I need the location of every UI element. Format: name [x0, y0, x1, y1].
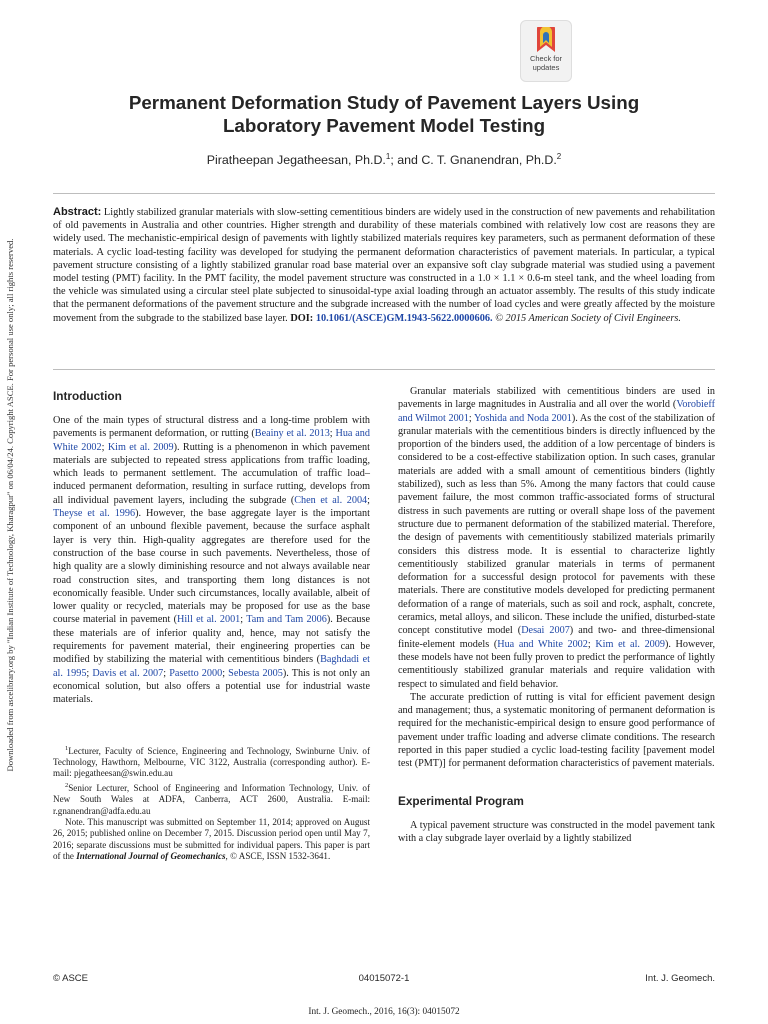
page-citation: Int. J. Geomech., 2016, 16(3): 04015072	[308, 1007, 460, 1017]
reference-link[interactable]: Yoshida and Noda 2001	[473, 412, 572, 424]
reference-link[interactable]: Desai 2007	[521, 625, 570, 637]
download-watermark-text: Downloaded from ascelibrary.org by "Indian Institute of Technology, Kharagpur" on 06/04/24. Copyright ASCE. For personal use only; all rights reserved.	[5, 238, 15, 772]
reference-link[interactable]: Hua and White 2002	[53, 428, 370, 453]
doi-link[interactable]: 10.1061/(ASCE)GM.1943-5622.0000606.	[315, 312, 493, 324]
text-run: One of the main types of structural distress and a long-time problem with pavements is permanent deformation, or rutting (	[53, 415, 370, 440]
text-run: ). Because these materials are of inferior quality and, hence, may not satisfy the requirements for pavement material, their engineering properties can be modified by stabilizing the material with cementitious binders (	[53, 614, 370, 666]
right-paragraph-2: The accurate prediction of rutting is vital for efficient pavement design and management; thus, a systematic monitoring of permanent deformation is required for the mechanistic-empirical design to ensure good performance of pavement under traffic loading and adverse climate conditions. The research reported in this paper studied a cyclic load-testing facility [pavement model test (PMT)] for permanent deformation characteristics of pavement materials.	[398, 691, 715, 770]
footnote-1	[53, 743, 370, 780]
author-2-footnote-marker: 2	[556, 152, 562, 161]
text-run: ). Rutting is a phenomenon in which pavement materials are subjected to repeated stress applications from traffic loading, which leads to permanent settlement. The accumulation of traffic load–induced permanent deformation, resulting in surface rutting, develops from all individual pavement layers, including the subgrade (	[53, 441, 370, 506]
text-run: ). However, the base aggregate layer is the important component of an unbound flexible pavement, because the surface asphalt layer is very thin. High-quality aggregates are therefore used for the construction of the base course in such pavements. Nevertheless, those of high quality are a slowly diminishing resource and not always available near road construction sites, and transporting them long distances is not economically feasible. Under such circumstances, locally available, albeit of lower quality or recycled, materials may be proposed for use as the base course material in pavement (	[53, 508, 370, 626]
introduction-heading: Introduction	[53, 389, 122, 403]
footer-article-number: 04015072-1	[358, 973, 410, 984]
text-run: ;	[329, 428, 336, 440]
text-run: ;	[222, 667, 229, 679]
abstract-copyright: © 2015 American Society of Civil Engineers.	[495, 312, 681, 324]
badge-label-line2: updates	[532, 63, 560, 72]
reference-link[interactable]: Hill et al. 2001	[176, 614, 241, 626]
title-line-1: Permanent Deformation Study of Pavement Layers Using	[128, 92, 640, 113]
abstract-bottom-rule	[53, 369, 715, 370]
reference-link[interactable]: Vorobieff and Wilmot 2001	[398, 399, 715, 424]
reference-link[interactable]: Kim et al. 2009	[107, 441, 174, 453]
reference-link[interactable]: Pasetto 2000	[169, 667, 223, 679]
reference-link[interactable]: Theyse et al. 1996	[53, 508, 136, 520]
text-run: Granular materials stabilized with cementitious binders are used in pavements in large magnitudes in Australia and all over the world (	[398, 386, 715, 411]
title-line-2: Laboratory Pavement Model Testing	[222, 115, 546, 136]
footer-journal: Int. J. Geomech.	[645, 973, 715, 984]
badge-label-line1: Check for	[529, 54, 563, 63]
author-1: Piratheepan Jegatheesan, Ph.D.	[206, 153, 386, 168]
footnote-2	[53, 780, 370, 817]
download-watermark	[4, 180, 16, 830]
paper-title	[60, 91, 708, 137]
abstract-top-rule	[53, 193, 715, 194]
reference-link[interactable]: Davis et al. 2007	[92, 667, 164, 679]
abstract	[53, 206, 715, 325]
right-paragraph-1	[398, 385, 715, 691]
footnote-2-text: Senior Lecturer, School of Engineering and Information Technology, Univ. of New South Wales at ADFA, Canberra, ACT 2600, Australia. E-mail: r.gnanendran@adfa.edu.au	[53, 782, 370, 816]
footnote-1-marker: 1	[65, 744, 69, 752]
footnote-2-marker: 2	[65, 781, 69, 789]
footer-publisher: © ASCE	[53, 973, 88, 984]
text-run: ) and two- and three-dimensional finite-element models (	[398, 625, 715, 650]
right-column	[398, 385, 715, 845]
abstract-text: Lightly stabilized granular materials with slow-setting cementitious binders are widely used in the construction of new pavements and rehabilitation of old pavements in Australia and other countries. Higher strength and durability of these materials combined with relatively low cost are reasons they are widely used. The mechanistic-empirical design of pavements with lightly stabilized materials requires key parameters, such as permanent deformation of these materials. A cyclic load-testing facility was developed for studying the permanent deformation characteristics of pavement materials. In particular, a typical pavement structure consisting of a lightly stabilized granular road base material over an expansive soft clay subgrade material was studied using a pavement model testing (PMT) facility. In the PMT facility, the model pavement structure was constructed in a 1.0 × 1.1 × 0.6-m steel tank, and the wheel loading from the vehicle was simulated using a circular steel plate subjected to sinusoidal-type axial loading through an actuator assembly. The results of this study indicate that the permanent deformations of the pavement structure and the subgrade increased with the number of load cycles and were greatly affected by the moisture movement from the subgrade to the stabilized base layer.	[53, 207, 715, 324]
text-run: ;	[587, 638, 596, 650]
author-1-footnote-marker: 1	[385, 152, 391, 161]
submission-note	[53, 817, 370, 863]
reference-link[interactable]: Sebesta 2005	[228, 667, 283, 679]
text-run: ;	[468, 412, 474, 424]
text-run: ;	[163, 667, 170, 679]
reference-link[interactable]: Baghdadi et al. 1995	[53, 654, 370, 679]
reference-link[interactable]: Chen et al. 2004	[294, 494, 368, 506]
right-paragraph-3: A typical pavement structure was constructed in the model pavement tank with a clay subgrade layer overlaid by a lightly stabilized	[398, 819, 715, 844]
reference-link[interactable]: Beainy et al. 2013	[254, 428, 330, 440]
check-for-updates-badge[interactable]	[520, 20, 572, 82]
text-run: ). However, these models have not been fully proven to predict the performance of lightly cementitiously stabilized granular materials and require validation with respect to simulated and field behavior.	[398, 638, 715, 690]
introduction-paragraph-1	[53, 414, 370, 707]
journal-name: International Journal of Geomechanics	[76, 851, 226, 862]
doi-label: DOI:	[290, 312, 314, 324]
reference-link[interactable]: Tam and Tam 2006	[246, 614, 327, 626]
left-column	[53, 385, 370, 863]
text-run: ;	[86, 667, 93, 679]
submission-note-text: Note. This manuscript was submitted on September 11, 2014; approved on August 26, 2015; published online on December 7, 2015. Discussion period open until May 7, 2016; separate discussions must be submitted for individual papers. This paper is part of the	[53, 817, 370, 862]
reference-link[interactable]: Kim et al. 2009	[595, 638, 665, 650]
reference-link[interactable]: Hua and White 2002	[497, 638, 588, 650]
bookmark-ribbon-icon	[534, 27, 558, 54]
text-run: ;	[367, 494, 370, 506]
text-run: ). As the cost of the stabilization of granular materials with the cementitious binders is directly influenced by the proportion of the binders used, the addition of a low percentage of binders is considered to be a cost-effective stabilization option. In such cases, granular materials are added with a small amount of cementitious binders (lightly stabilized), such as less than 5%. Among the many factors that could cause pavement failure, the most common traffic-associated forms of structural distress in such pavements are rutting or overall shape loss of the pavement structure due to permanent deformation of the stabilized material. Therefore, the design of pavements with cementitiously stabilized materials primarily considers this distress mode. It is essential to characterize lightly cementitiously stabilized granular materials in terms of permanent deformation for a successful design protocol for pavements with these materials. There are constitutive models developed for predicting permanent deformation of a range of materials, such as soil and rock, asphalt, concrete, ceramics, metal alloys, and silicon. These include the unified, disturbed-state concept constitutive model (	[398, 412, 715, 637]
text-run: ;	[240, 614, 247, 626]
footnote-1-text: Lecturer, Faculty of Science, Engineering and Technology, Swinburne Univ. of Technology, Hawthorn, Melbourne, VIC 3122, Australia (corresponding author). E-mail: pjegatheesan@swin.edu.au	[53, 745, 370, 779]
submission-note-end: , © ASCE, ISSN 1532-3641.	[225, 851, 331, 862]
author-joiner: ; and C. T. Gnanendran, Ph.D.	[390, 153, 557, 168]
experimental-program-heading: Experimental Program	[398, 793, 524, 808]
text-run: ). This is not only an economical solution, but also offers a potential use for industrial waste materials.	[53, 667, 370, 706]
text-run: ;	[101, 441, 108, 453]
author-footnotes	[53, 743, 370, 863]
author-list	[60, 152, 708, 167]
abstract-label: Abstract:	[53, 206, 102, 218]
